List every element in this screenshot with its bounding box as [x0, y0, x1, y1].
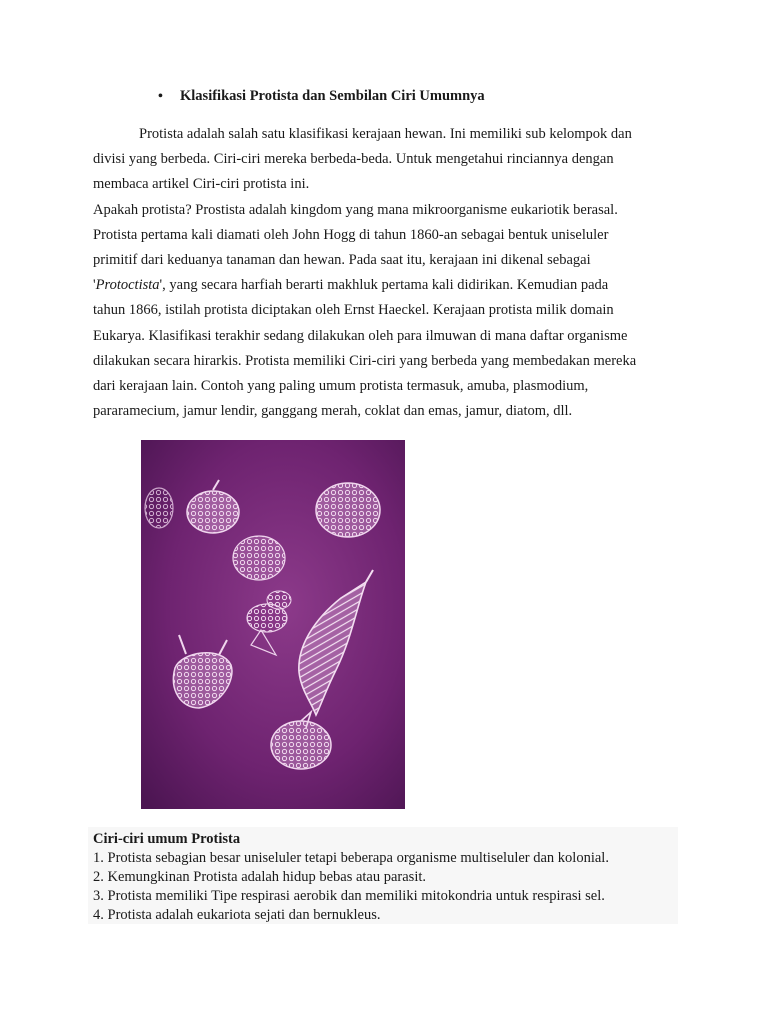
- protista-micrograph: [141, 440, 405, 809]
- list-item: 3. Protista memiliki Tipe respirasi aerobik dan memiliki mitokondria untuk respirasi sel.: [93, 888, 605, 904]
- radiolarian-top-right: [316, 483, 380, 537]
- list-item: 1. Protista sebagian besar uniseluler tetapi beberapa organisme multiseluler dan kolonial.: [93, 850, 609, 866]
- body-line: Protista adalah salah satu klasifikasi kerajaan hewan. Ini memiliki sub kelompok dan: [139, 126, 632, 142]
- body-line-protoctista: [93, 273, 683, 298]
- bullet-icon: •: [158, 88, 163, 104]
- body-line: Protista pertama kali diamati oleh John Hogg di tahun 1860-an sebagai bentuk uniseluler: [93, 226, 609, 243]
- list-title: Ciri-ciri umum Protista: [93, 831, 241, 847]
- micrograph-image: [141, 440, 405, 809]
- open-quote: ': [93, 277, 96, 294]
- heading-title: Klasifikasi Protista dan Sembilan Ciri Umumnya: [180, 88, 485, 104]
- body-line: membaca artikel Ciri-ciri protista ini.: [93, 176, 310, 193]
- body-line: divisi yang berbeda. Ciri-ciri mereka berbeda-beda. Untuk mengetahui rinciannya dengan: [93, 151, 614, 168]
- body-paragraph: [93, 122, 683, 424]
- list-item: 2. Kemungkinan Protista adalah hidup bebas atau parasit.: [93, 869, 427, 885]
- body-line: tahun 1866, istilah protista diciptakan oleh Ernst Haeckel. Kerajaan protista milik domain: [93, 302, 614, 319]
- section-heading: [158, 88, 485, 105]
- characteristics-list: [88, 827, 678, 924]
- body-line: dari kerajaan lain. Contoh yang paling umum protista termasuk, amuba, plasmodium,: [93, 377, 589, 394]
- body-line: primitif dari keduanya tanaman dan hewan. Pada saat itu, kerajaan ini dikenal sebagai: [93, 251, 591, 268]
- list-item: 4. Protista adalah eukariota sejati dan bernukleus.: [93, 907, 381, 923]
- body-line: Apakah protista? Prostista adalah kingdom yang mana mikroorganisme eukariotik berasal.: [93, 201, 618, 218]
- body-line: Eukarya. Klasifikasi terakhir sedang dilakukan oleh para ilmuwan di mana daftar organisme: [93, 327, 628, 344]
- protoctista-term: Protoctista: [95, 277, 160, 294]
- body-line: dilakukan secara hirarkis. Protista memiliki Ciri-ciri yang berbeda yang membedakan mereka: [93, 352, 637, 369]
- body-line: pararamecium, jamur lendir, ganggang merah, coklat dan emas, jamur, diatom, dll.: [93, 403, 573, 420]
- line-rest: ', yang secara harfiah berarti makhluk pertama kali didirikan. Kemudian pada: [159, 277, 609, 294]
- radiolarian-left-edge: [145, 488, 173, 528]
